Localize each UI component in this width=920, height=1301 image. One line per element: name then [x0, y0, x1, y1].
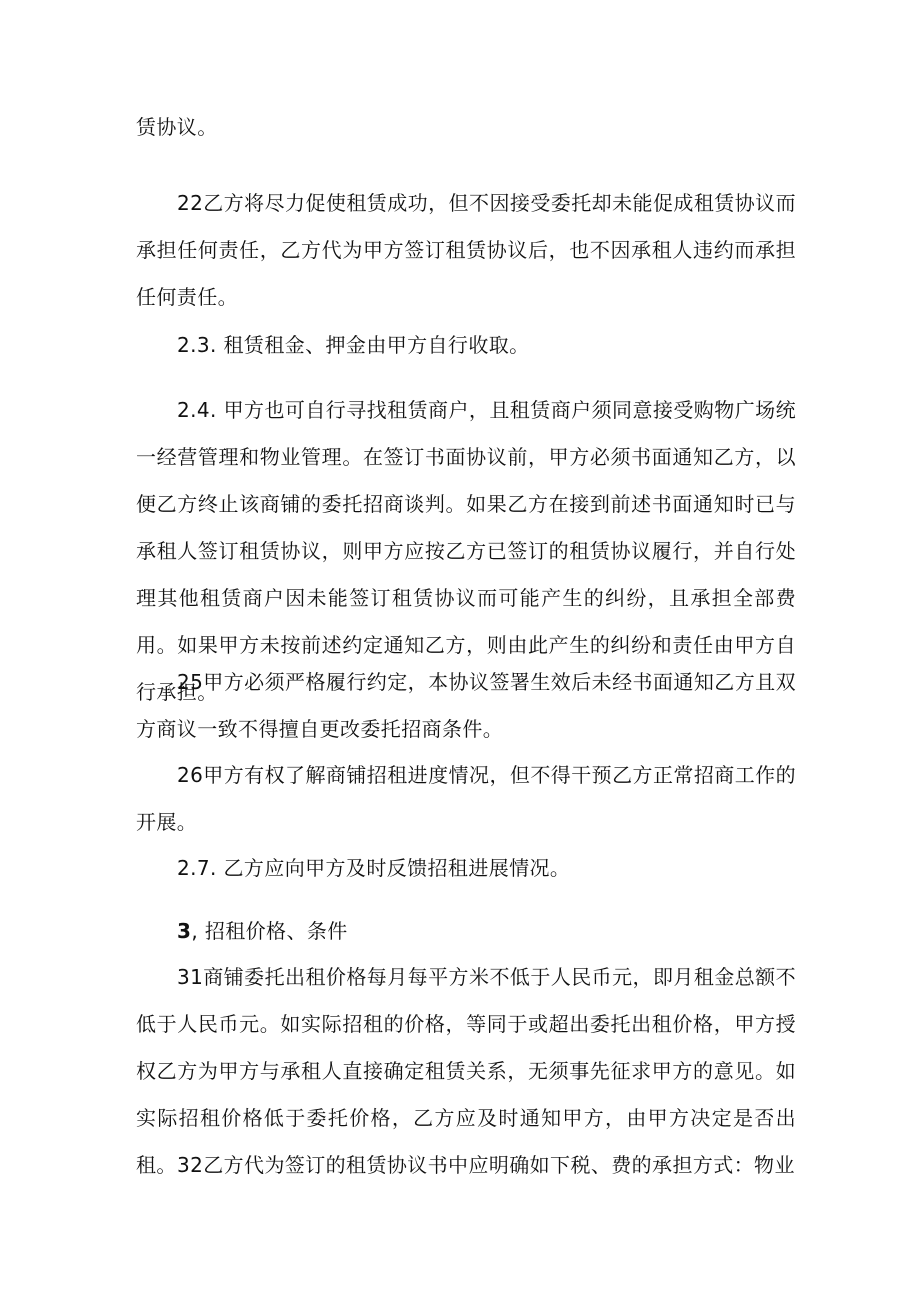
- section-3-title: , 招租价格、条件: [191, 919, 348, 943]
- paragraph-continuation: 赁协议。: [136, 115, 218, 139]
- paragraph-2-3: 2.3. 租赁租金、押金由甲方自行收取。: [177, 333, 530, 357]
- section-3-number: 3: [177, 919, 192, 943]
- paragraph-2-7: 2.7. 乙方应向甲方及时反馈招租进展情况。: [177, 856, 571, 880]
- paragraph-2-2: 22乙方将尽力促使租赁成功，但不因接受委托却未能促成租赁协议而承担任何责任，乙方代为甲方签订租赁协议后，也不因承租人违约而承担任何责任。: [136, 191, 796, 309]
- paragraph-2-6: 26甲方有权了解商铺招租进度情况，但不得干预乙方正常招商工作的开展。: [136, 763, 796, 834]
- paragraph-3-1: 31商铺委托出租价格每月每平方米不低于人民币元，即月租金总额不低于人民币元。如实际招租的价格，等同于或超出委托出租价格，甲方授权乙方为甲方与承租人直接确定租赁关系，无须事先征求甲方的意见。如实际招租价格低于委托价格，乙方应及时通知甲方，由甲方决定是否出租。: [136, 965, 796, 1177]
- paragraph-3-2: 32乙方代为签订的租赁协议书中应明确如下税、费的承担方式：物业: [177, 1153, 795, 1177]
- paragraph-2-4: 2.4. 甲方也可自行寻找租赁商户，且租赁商户须同意接受购物广场统一经营管理和物业管理。在签订书面协议前，甲方必须书面通知乙方，以便乙方终止该商铺的委托招商谈判。如果乙方在接到前述书面通知时已与承租人签订租赁协议，则甲方应按乙方已签订的租赁协议履行，并自行处理其他租赁商户因未能签订租赁协议而可能产生的纠纷，且承担全部费用。如果甲方未按前述约定通知乙方，则由此产生的纠纷和责任由甲方自行承担。: [136, 398, 796, 704]
- section-3-heading: [177, 908, 348, 955]
- paragraph-2-5: 25甲方必须严格履行约定，本协议签署生效后未经书面通知乙方且双方商议一致不得擅自更改委托招商条件。: [136, 670, 796, 741]
